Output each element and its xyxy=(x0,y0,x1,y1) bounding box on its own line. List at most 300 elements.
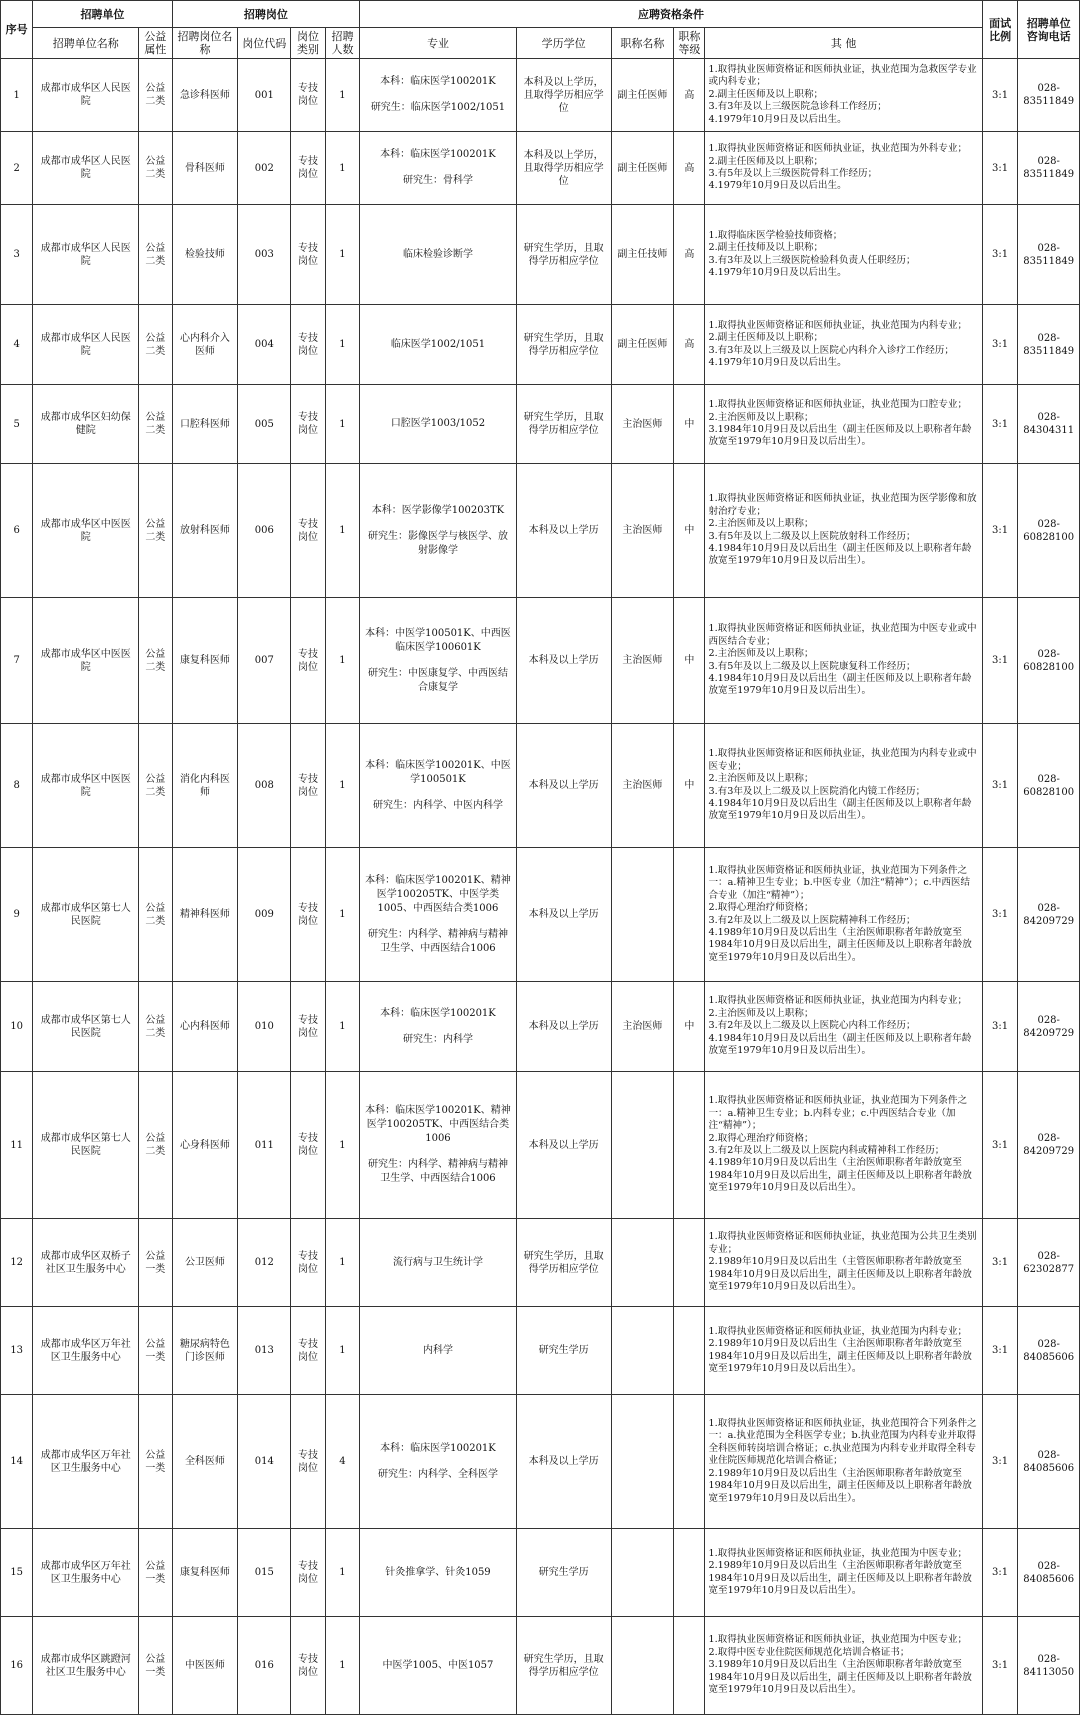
header-row-groups xyxy=(1,1,1080,28)
major-line: 口腔医学1003/1052 xyxy=(390,418,486,429)
other-line: 3.1984年10月9日及以后出生（副主任医师及以上职称者年龄放宽至1979年10月9日及以后出生）。 xyxy=(708,424,972,448)
cell-post-code: 012 xyxy=(238,1219,291,1307)
cell-title-name xyxy=(611,1219,674,1307)
cell-ratio: 3:1 xyxy=(982,464,1018,598)
other-line: 2.取得中医专业住院医师规范化培训合格证书； xyxy=(708,1646,910,1658)
cell-major xyxy=(360,464,516,598)
cell-unit-type: 公益二类 xyxy=(139,982,172,1072)
other-line: 2.副主任医师及以上职称； xyxy=(708,155,824,167)
cell-other xyxy=(705,1072,982,1219)
cell-major xyxy=(360,1395,516,1529)
cell-seq: 7 xyxy=(1,598,33,724)
table-row xyxy=(1,464,1080,598)
cell-phone: 028-84113050 xyxy=(1018,1617,1080,1715)
cell-unit-type: 公益一类 xyxy=(139,1529,172,1617)
other-line: 1.取得执业医师资格证和医师执业证，执业范围为急救医学专业或内科专业； xyxy=(708,63,977,88)
cell-phone: 028-83511849 xyxy=(1018,305,1080,385)
cell-seq: 16 xyxy=(1,1617,33,1715)
cell-phone: 028-84209729 xyxy=(1018,848,1080,982)
header-group-post: 招聘岗位 xyxy=(172,1,360,28)
cell-unit-name: 成都市成华区中医医院 xyxy=(33,464,139,598)
cell-post-category: 专技岗位 xyxy=(291,848,326,982)
cell-title-level: 高 xyxy=(674,59,705,132)
cell-title-name: 副主任技师 xyxy=(611,205,674,305)
other-line: 3.有3年及以上二级及以上医院消化内镜工作经历； xyxy=(708,785,926,797)
other-line: 3.有3年及以上三级及以上医院心内科介入诊疗工作经历； xyxy=(708,344,954,356)
cell-phone: 028-83511849 xyxy=(1018,132,1080,205)
other-line: 1.取得执业医师资格证和医师执业证，执业范围为中医专业； xyxy=(708,1634,968,1646)
cell-title-level: 中 xyxy=(674,724,705,848)
table-row xyxy=(1,982,1080,1072)
header-unit-type: 公益属性 xyxy=(139,28,172,59)
cell-seq: 6 xyxy=(1,464,33,598)
cell-post-code: 008 xyxy=(238,724,291,848)
cell-ratio: 3:1 xyxy=(982,598,1018,724)
cell-unit-type: 公益二类 xyxy=(139,598,172,724)
cell-unit-name: 成都市成华区跳蹬河社区卫生服务中心 xyxy=(33,1617,139,1715)
cell-ratio: 3:1 xyxy=(982,1617,1018,1715)
cell-major xyxy=(360,305,516,385)
cell-headcount: 4 xyxy=(325,1395,360,1529)
other-line: 2.副主任技师及以上职称； xyxy=(708,242,824,254)
cell-seq: 1 xyxy=(1,59,33,132)
other-line: 2.取得心理治疗师资格； xyxy=(708,1132,814,1144)
cell-post-name: 口腔科医师 xyxy=(172,385,238,464)
cell-major xyxy=(360,724,516,848)
cell-post-category: 专技岗位 xyxy=(291,1529,326,1617)
cell-ratio: 3:1 xyxy=(982,982,1018,1072)
cell-post-name: 骨科医师 xyxy=(172,132,238,205)
cell-headcount: 1 xyxy=(325,982,360,1072)
cell-title-level xyxy=(674,1395,705,1529)
cell-unit-name: 成都市成华区中医医院 xyxy=(33,724,139,848)
cell-other xyxy=(705,385,982,464)
cell-headcount: 1 xyxy=(325,1072,360,1219)
cell-unit-type: 公益二类 xyxy=(139,1072,172,1219)
cell-seq: 3 xyxy=(1,205,33,305)
cell-ratio: 3:1 xyxy=(982,1307,1018,1395)
table-row xyxy=(1,724,1080,848)
other-line: 4.1979年10月9日及以后出生。 xyxy=(708,113,847,125)
cell-post-category: 专技岗位 xyxy=(291,59,326,132)
cell-phone: 028-84209729 xyxy=(1018,982,1080,1072)
cell-ratio: 3:1 xyxy=(982,1219,1018,1307)
cell-headcount: 1 xyxy=(325,205,360,305)
cell-post-name: 中医医师 xyxy=(172,1617,238,1715)
cell-degree: 本科及以上学历 xyxy=(516,724,611,848)
major-line: 本科：医学影像学100203TK xyxy=(371,504,505,516)
cell-major xyxy=(360,598,516,724)
cell-phone: 028-84085606 xyxy=(1018,1529,1080,1617)
header-title-name: 职称名称 xyxy=(611,28,674,59)
cell-major xyxy=(360,1307,516,1395)
cell-phone: 028-84085606 xyxy=(1018,1395,1080,1529)
major-line: 内科学 xyxy=(422,1344,453,1356)
table-row xyxy=(1,1072,1080,1219)
cell-unit-name: 成都市成华区妇幼保健院 xyxy=(33,385,139,464)
cell-other xyxy=(705,848,982,982)
cell-title-name: 副主任医师 xyxy=(611,305,674,385)
cell-unit-name: 成都市成华区第七人民医院 xyxy=(33,1072,139,1219)
other-line: 3.有5年及以上二级及以上医院康复科工作经历； xyxy=(708,660,916,672)
header-post-category: 岗位类别 xyxy=(291,28,326,59)
cell-post-name: 检验技师 xyxy=(172,205,238,305)
cell-other xyxy=(705,598,982,724)
cell-seq: 4 xyxy=(1,305,33,385)
cell-degree: 本科及以上学历 xyxy=(516,1072,611,1219)
cell-phone: 028-60828100 xyxy=(1018,598,1080,724)
cell-unit-type: 公益一类 xyxy=(139,1395,172,1529)
cell-degree: 本科及以上学历 xyxy=(516,1395,611,1529)
cell-unit-name: 成都市成华区中医医院 xyxy=(33,598,139,724)
cell-phone: 028-62302877 xyxy=(1018,1219,1080,1307)
other-line: 3.有2年及以上二级及以上医院精神科工作经历； xyxy=(708,914,916,926)
table-body xyxy=(1,59,1080,1715)
cell-post-name: 精神科医师 xyxy=(172,848,238,982)
major-line: 研究生：影像医学与核医学、放射影像学 xyxy=(367,530,508,556)
other-line: 1.取得执业医师资格证和医师执业证，执业范围为内科专业或中医专业； xyxy=(708,748,977,772)
cell-post-code: 001 xyxy=(238,59,291,132)
cell-major xyxy=(360,1617,516,1715)
cell-degree: 本科及以上学历 xyxy=(516,848,611,982)
other-line: 2.1989年10月9日及以后出生（主治医师职称者年龄放宽至1984年10月9日及以后出生，副主任医师及以上职称者年龄放宽至1979年10月9日及以后出生）。 xyxy=(708,1338,972,1374)
major-line: 本科：临床医学100201K xyxy=(380,1007,496,1019)
major-line: 临床检验诊断学 xyxy=(402,248,473,260)
major-line: 本科：临床医学100201K xyxy=(380,149,496,160)
cell-unit-type: 公益二类 xyxy=(139,59,172,132)
cell-major xyxy=(360,205,516,305)
major-line: 本科：中医学100501K、中西医临床医学100601K xyxy=(365,627,511,653)
table-row xyxy=(1,1529,1080,1617)
other-line: 4.1984年10月9日及以后出生（副主任医师及以上职称者年龄放宽至1979年10月9日及以后出生）。 xyxy=(708,672,972,697)
major-line: 研究生：内科学、中医内科学 xyxy=(372,799,503,811)
cell-title-name xyxy=(611,1617,674,1715)
table-row xyxy=(1,59,1080,132)
cell-title-name xyxy=(611,1529,674,1617)
cell-ratio: 3:1 xyxy=(982,1395,1018,1529)
cell-post-name: 康复科医师 xyxy=(172,1529,238,1617)
major-line: 临床医学1002/1051 xyxy=(390,338,486,350)
cell-other xyxy=(705,1395,982,1529)
cell-post-name: 公卫医师 xyxy=(172,1219,238,1307)
cell-ratio: 3:1 xyxy=(982,385,1018,464)
table-row xyxy=(1,598,1080,724)
cell-title-name xyxy=(611,848,674,982)
other-line: 3.有3年及以上三级医院检验科负责人任职经历； xyxy=(708,254,916,266)
other-line: 2.1989年10月9日及以后出生（主管医师职称者年龄放宽至1984年10月9日及以后出生，副主任医师及以上职称者年龄放宽至1979年10月9日及以后出生）。 xyxy=(708,1256,972,1293)
cell-unit-type: 公益二类 xyxy=(139,724,172,848)
cell-headcount: 1 xyxy=(325,305,360,385)
cell-unit-type: 公益二类 xyxy=(139,132,172,205)
cell-seq: 2 xyxy=(1,132,33,205)
other-line: 1.取得执业医师资格证和医师执业证，执业范围为中医专业； xyxy=(708,1547,968,1559)
header-title-level: 职称等级 xyxy=(674,28,705,59)
cell-degree: 研究生学历 xyxy=(516,1307,611,1395)
cell-phone: 028-60828100 xyxy=(1018,464,1080,598)
other-line: 2.主治医师及以上职称； xyxy=(708,1007,814,1019)
other-line: 1.取得执业医师资格证和医师执业证，执业范围为医学影像和放射治疗专业； xyxy=(708,493,977,517)
header-ratio: 面试比例 xyxy=(982,1,1018,59)
cell-degree: 本科及以上学历，且取得学历相应学位 xyxy=(516,132,611,205)
cell-unit-type: 公益二类 xyxy=(139,464,172,598)
cell-headcount: 1 xyxy=(325,598,360,724)
cell-other xyxy=(705,1219,982,1307)
cell-headcount: 1 xyxy=(325,464,360,598)
cell-unit-type: 公益二类 xyxy=(139,848,172,982)
cell-ratio: 3:1 xyxy=(982,1072,1018,1219)
cell-post-category: 专技岗位 xyxy=(291,205,326,305)
other-line: 1.取得执业医师资格证和医师执业证，执业范围为下列条件之一：a.精神卫生专业；b.内科专业；c.中西医结合专业（加注“精神”）； xyxy=(708,1095,968,1132)
other-line: 2.1989年10月9日及以后出生（主治医师职称者年龄放宽至1984年10月9日及以后出生，副主任医师及以上职称者年龄放宽至1979年10月9日及以后出生）。 xyxy=(708,1467,972,1504)
cell-title-level: 中 xyxy=(674,464,705,598)
major-line: 研究生：内科学 xyxy=(402,1033,473,1045)
other-line: 3.有5年及以上二级及以上医院放射科工作经历； xyxy=(708,530,916,542)
cell-post-name: 放射科医师 xyxy=(172,464,238,598)
cell-post-code: 011 xyxy=(238,1072,291,1219)
header-unit-name: 招聘单位名称 xyxy=(33,28,139,59)
other-line: 4.1979年10月9日及以后出生。 xyxy=(708,266,847,278)
cell-degree: 研究生学历，且取得学历相应学位 xyxy=(516,305,611,385)
cell-title-name: 副主任医师 xyxy=(611,132,674,205)
cell-phone: 028-60828100 xyxy=(1018,724,1080,848)
table-row xyxy=(1,305,1080,385)
other-line: 1.取得执业医师资格证和医师执业证，执业范围为内科专业； xyxy=(708,995,968,1007)
cell-other xyxy=(705,464,982,598)
cell-unit-name: 成都市成华区双桥子社区卫生服务中心 xyxy=(33,1219,139,1307)
cell-unit-type: 公益二类 xyxy=(139,305,172,385)
header-degree: 学历学位 xyxy=(516,28,611,59)
cell-phone: 028-84209729 xyxy=(1018,1072,1080,1219)
cell-post-code: 009 xyxy=(238,848,291,982)
other-line: 4.1979年10月9日及以后出生。 xyxy=(708,180,847,192)
cell-degree: 研究生学历，且取得学历相应学位 xyxy=(516,205,611,305)
cell-post-code: 002 xyxy=(238,132,291,205)
cell-seq: 5 xyxy=(1,385,33,464)
cell-post-category: 专技岗位 xyxy=(291,1307,326,1395)
cell-post-code: 015 xyxy=(238,1529,291,1617)
cell-title-level xyxy=(674,1072,705,1219)
header-other: 其 他 xyxy=(705,28,982,59)
other-line: 1.取得执业医师资格证和医师执业证，执业范围为口腔专业； xyxy=(708,399,968,411)
other-line: 3.有5年及以上三级医院骨科工作经历； xyxy=(708,168,878,179)
other-line: 1.取得执业医师资格证和医师执业证，执业范围为外科专业； xyxy=(708,143,968,155)
cell-seq: 14 xyxy=(1,1395,33,1529)
cell-title-name: 主治医师 xyxy=(611,724,674,848)
cell-unit-type: 公益二类 xyxy=(139,205,172,305)
cell-major xyxy=(360,1219,516,1307)
cell-headcount: 1 xyxy=(325,59,360,132)
table-row xyxy=(1,848,1080,982)
cell-unit-type: 公益二类 xyxy=(139,385,172,464)
cell-headcount: 1 xyxy=(325,1307,360,1395)
other-line: 2.主治医师及以上职称； xyxy=(708,648,814,660)
other-line: 1.取得执业医师资格证和医师执业证，执业范围为内科专业； xyxy=(708,1325,968,1337)
cell-unit-name: 成都市成华区人民医院 xyxy=(33,205,139,305)
cell-post-category: 专技岗位 xyxy=(291,464,326,598)
cell-post-category: 专技岗位 xyxy=(291,1219,326,1307)
table-row xyxy=(1,205,1080,305)
cell-other xyxy=(705,1617,982,1715)
cell-unit-name: 成都市成华区第七人民医院 xyxy=(33,982,139,1072)
other-line: 3.有2年及以上二级及以上医院心内科工作经历； xyxy=(708,1020,916,1032)
cell-major xyxy=(360,132,516,205)
cell-unit-name: 成都市成华区万年社区卫生服务中心 xyxy=(33,1307,139,1395)
cell-title-name xyxy=(611,1072,674,1219)
cell-unit-type: 公益一类 xyxy=(139,1307,172,1395)
other-line: 1.取得临床医学检验技师资格； xyxy=(708,229,843,241)
cell-title-level: 中 xyxy=(674,385,705,464)
cell-ratio: 3:1 xyxy=(982,724,1018,848)
major-line: 本科：临床医学100201K、中医学100501K xyxy=(365,759,511,785)
cell-degree: 研究生学历，且取得学历相应学位 xyxy=(516,1219,611,1307)
cell-other xyxy=(705,982,982,1072)
cell-ratio: 3:1 xyxy=(982,59,1018,132)
cell-title-name: 主治医师 xyxy=(611,385,674,464)
cell-post-code: 014 xyxy=(238,1395,291,1529)
header-group-unit: 招聘单位 xyxy=(33,1,172,28)
cell-title-name: 副主任医师 xyxy=(611,59,674,132)
table-row xyxy=(1,1307,1080,1395)
cell-seq: 10 xyxy=(1,982,33,1072)
major-line: 研究生：内科学、全科医学 xyxy=(377,1468,498,1480)
cell-headcount: 1 xyxy=(325,132,360,205)
header-phone: 招聘单位咨询电话 xyxy=(1018,1,1080,59)
major-line: 中医学1005、中医1057 xyxy=(382,1659,494,1671)
cell-headcount: 1 xyxy=(325,385,360,464)
cell-seq: 13 xyxy=(1,1307,33,1395)
cell-degree: 本科及以上学历 xyxy=(516,464,611,598)
cell-post-name: 心内科医师 xyxy=(172,982,238,1072)
other-line: 3.有3年及以上三级医院急诊科工作经历； xyxy=(708,101,887,113)
cell-title-level: 高 xyxy=(674,132,705,205)
cell-post-code: 013 xyxy=(238,1307,291,1395)
cell-major xyxy=(360,1072,516,1219)
cell-post-name: 心身科医师 xyxy=(172,1072,238,1219)
table-row xyxy=(1,1395,1080,1529)
cell-post-category: 专技岗位 xyxy=(291,1395,326,1529)
cell-title-name: 主治医师 xyxy=(611,982,674,1072)
cell-post-name: 全科医师 xyxy=(172,1395,238,1529)
table-row xyxy=(1,132,1080,205)
other-line: 4.1979年10月9日及以后出生。 xyxy=(708,356,847,368)
other-line: 2.副主任医师及以上职称； xyxy=(708,88,824,100)
cell-post-name: 康复科医师 xyxy=(172,598,238,724)
cell-title-level xyxy=(674,1529,705,1617)
cell-unit-name: 成都市成华区第七人民医院 xyxy=(33,848,139,982)
cell-post-name: 急诊科医师 xyxy=(172,59,238,132)
cell-title-name xyxy=(611,1307,674,1395)
cell-other xyxy=(705,305,982,385)
cell-seq: 8 xyxy=(1,724,33,848)
cell-ratio: 3:1 xyxy=(982,205,1018,305)
cell-major xyxy=(360,848,516,982)
cell-headcount: 1 xyxy=(325,848,360,982)
major-line: 针灸推拿学、针灸1059 xyxy=(385,1566,491,1578)
other-line: 2.副主任医师及以上职称； xyxy=(708,332,824,344)
header-row-columns xyxy=(1,28,1080,59)
major-line: 研究生：内科学、精神病与精神卫生学、中西医结合1006 xyxy=(367,928,508,954)
cell-post-code: 016 xyxy=(238,1617,291,1715)
cell-unit-name: 成都市成华区人民医院 xyxy=(33,132,139,205)
cell-title-name: 主治医师 xyxy=(611,598,674,724)
cell-ratio: 3:1 xyxy=(982,305,1018,385)
major-line: 研究生：中医康复学、中西医结合康复学 xyxy=(367,667,508,693)
other-line: 3.有2年及以上二级及以上医院内科或精神科工作经历； xyxy=(708,1145,945,1156)
cell-seq: 9 xyxy=(1,848,33,982)
other-line: 1.取得执业医师资格证和医师执业证，执业范围为公共卫生类别专业； xyxy=(708,1231,977,1255)
major-line: 本科：临床医学100201K、精神医学100205TK、中医学类1005、中西医结合类1006 xyxy=(365,874,511,914)
cell-other xyxy=(705,205,982,305)
cell-degree: 研究生学历，且取得学历相应学位 xyxy=(516,385,611,464)
cell-degree: 研究生学历，且取得学历相应学位 xyxy=(516,1617,611,1715)
other-line: 1.取得执业医师资格证和医师执业证，执业范围为内科专业； xyxy=(708,319,968,331)
other-line: 4.1984年10月9日及以后出生（副主任医师及以上职称者年龄放宽至1979年10月9日及以后出生）。 xyxy=(708,1032,972,1057)
cell-other xyxy=(705,132,982,205)
header-group-conditions: 应聘资格条件 xyxy=(360,1,983,28)
header-major: 专业 xyxy=(360,28,516,59)
cell-post-category: 专技岗位 xyxy=(291,132,326,205)
cell-phone: 028-83511849 xyxy=(1018,59,1080,132)
cell-major xyxy=(360,385,516,464)
other-line: 4.1989年10月9日及以后出生（主治医师职称者年龄放宽至1984年10月9日及以后出生，副主任医师及以上职称者年龄放宽至1979年10月9日及以后出生）。 xyxy=(708,926,972,963)
cell-post-category: 专技岗位 xyxy=(291,305,326,385)
major-line: 研究生：内科学、精神病与精神卫生学、中西医结合1006 xyxy=(367,1159,508,1184)
header-post-code: 岗位代码 xyxy=(238,28,291,59)
cell-ratio: 3:1 xyxy=(982,132,1018,205)
cell-title-level xyxy=(674,1307,705,1395)
major-line: 研究生：骨科学 xyxy=(402,175,473,186)
cell-title-level: 高 xyxy=(674,305,705,385)
cell-title-level: 中 xyxy=(674,598,705,724)
major-line: 本科：临床医学100201K、精神医学100205TK、中西医结合类1006 xyxy=(365,1105,511,1144)
cell-headcount: 1 xyxy=(325,1529,360,1617)
cell-other xyxy=(705,59,982,132)
cell-headcount: 1 xyxy=(325,1617,360,1715)
cell-major xyxy=(360,1529,516,1617)
cell-unit-name: 成都市成华区万年社区卫生服务中心 xyxy=(33,1395,139,1529)
other-line: 2.主治医师及以上职称； xyxy=(708,411,814,423)
cell-post-code: 005 xyxy=(238,385,291,464)
other-line: 2.主治医师及以上职称； xyxy=(708,518,814,530)
cell-ratio: 3:1 xyxy=(982,1529,1018,1617)
cell-phone: 028-84085606 xyxy=(1018,1307,1080,1395)
cell-major xyxy=(360,982,516,1072)
cell-degree: 本科及以上学历 xyxy=(516,598,611,724)
table-row xyxy=(1,385,1080,464)
other-line: 1.取得执业医师资格证和医师执业证，执业范围为下列条件之一：a.精神卫生专业；b.中医专业（加注“精神”）；c.中西医结合专业（加注“精神”）； xyxy=(708,864,971,901)
cell-title-name: 主治医师 xyxy=(611,464,674,598)
table-row xyxy=(1,1219,1080,1307)
cell-post-name: 心内科介入医师 xyxy=(172,305,238,385)
header-post-name: 招聘岗位名称 xyxy=(172,28,238,59)
cell-degree: 研究生学历 xyxy=(516,1529,611,1617)
other-line: 1.取得执业医师资格证和医师执业证，执业范围为中医专业或中西医结合专业； xyxy=(708,623,977,647)
cell-unit-name: 成都市成华区人民医院 xyxy=(33,305,139,385)
cell-post-code: 007 xyxy=(238,598,291,724)
cell-seq: 12 xyxy=(1,1219,33,1307)
other-line: 3.1989年10月9日及以后出生（主治医师职称者年龄放宽至1984年10月9日及以后出生，副主任医师及以上职称者年龄放宽至1979年10月9日及以后出生）。 xyxy=(708,1659,972,1696)
cell-title-level xyxy=(674,1617,705,1715)
cell-ratio: 3:1 xyxy=(982,848,1018,982)
cell-other xyxy=(705,1307,982,1395)
other-line: 4.1984年10月9日及以后出生（副主任医师及以上职称者年龄放宽至1979年10月9日及以后出生）。 xyxy=(708,542,972,567)
other-line: 2.取得心理治疗师资格； xyxy=(708,902,814,914)
cell-post-code: 003 xyxy=(238,205,291,305)
cell-post-code: 006 xyxy=(238,464,291,598)
cell-seq: 11 xyxy=(1,1072,33,1219)
cell-title-level xyxy=(674,1219,705,1307)
major-line: 本科：临床医学100201K xyxy=(380,76,496,87)
